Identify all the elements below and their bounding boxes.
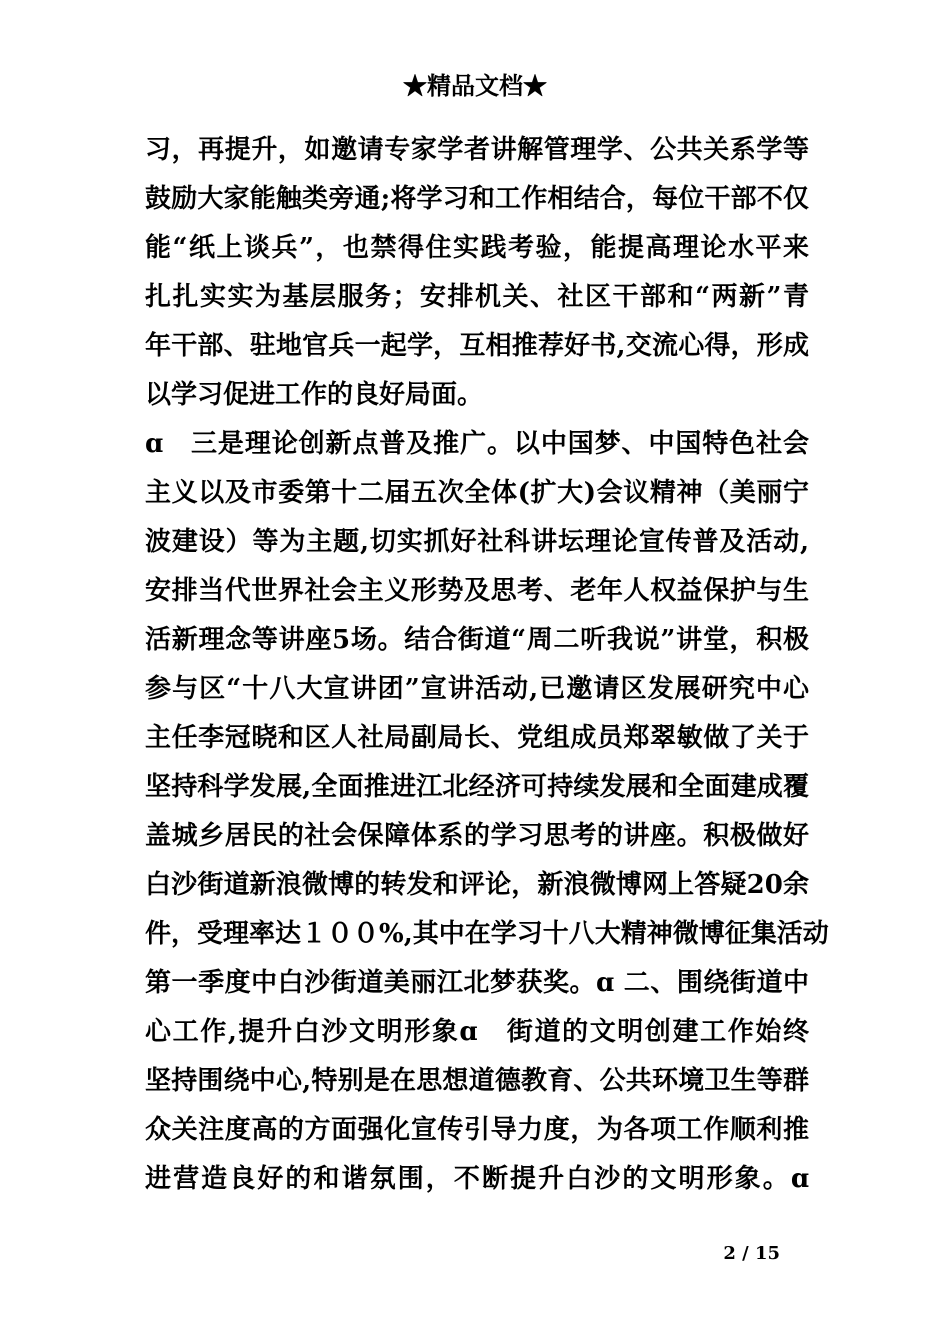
text-line: 主任李冠晓和区人社局副局长、党组成员郑翠敏做了关于: [145, 723, 809, 753]
text-line: 波建设）等为主题,切实抓好社科讲坛理论宣传普及活动,: [145, 527, 809, 557]
text-line: 习，再提升，如邀请专家学者讲解管理学、公共关系学等: [145, 135, 809, 165]
text-line: 年干部、驻地官兵一起学，互相推荐好书,交流心得，形成: [145, 331, 809, 361]
text-line: 第一季度中白沙街道美丽江北梦获奖。ɑ 二、围绕街道中: [145, 968, 809, 998]
text-line: 心工作,提升白沙文明形象ɑ 街道的文明创建工作始终: [145, 1017, 809, 1047]
page-header: ★精品文档★: [403, 71, 547, 100]
page-number: 2 / 15: [723, 1243, 780, 1264]
document-body: [145, 126, 829, 1204]
text-line: 以学习促进工作的良好局面。: [145, 380, 484, 410]
text-line: 众关注度高的方面强化宣传引导力度，为各项工作顺利推: [145, 1115, 809, 1145]
text-line: 主义以及市委第十二届五次全体(扩大)会议精神（美丽宁: [145, 478, 809, 508]
text-line: 件，受理率达１００%,其中在学习十八大精神微博征集活动: [145, 919, 829, 949]
text-line: 参与区“十八大宣讲团”宣讲活动,已邀请区发展研究中心: [145, 674, 809, 704]
text-line: 坚持科学发展,全面推进江北经济可持续发展和全面建成覆: [145, 772, 809, 802]
text-line: ɑ 三是理论创新点普及推广。以中国梦、中国特色社会: [145, 429, 809, 459]
text-line: 坚持围绕中心,特别是在思想道德教育、公共环境卫生等群: [145, 1066, 809, 1096]
text-line: 鼓励大家能触类旁通;将学习和工作相结合，每位干部不仅: [145, 184, 809, 214]
text-line: 进营造良好的和谐氛围，不断提升白沙的文明形象。ɑ: [145, 1164, 809, 1194]
text-line: 能“纸上谈兵”，也禁得住实践考验，能提高理论水平来: [145, 233, 809, 263]
text-line: 安排当代世界社会主义形势及思考、老年人权益保护与生: [145, 576, 809, 606]
text-line: 白沙街道新浪微博的转发和评论，新浪微博网上答疑20余: [145, 870, 809, 900]
text-line: 活新理念等讲座5场。结合街道“周二听我说”讲堂，积极: [145, 625, 809, 655]
text-line: 扎扎实实为基层服务；安排机关、社区干部和“两新”青: [145, 282, 809, 312]
text-line: 盖城乡居民的社会保障体系的学习思考的讲座。积极做好: [145, 821, 809, 851]
